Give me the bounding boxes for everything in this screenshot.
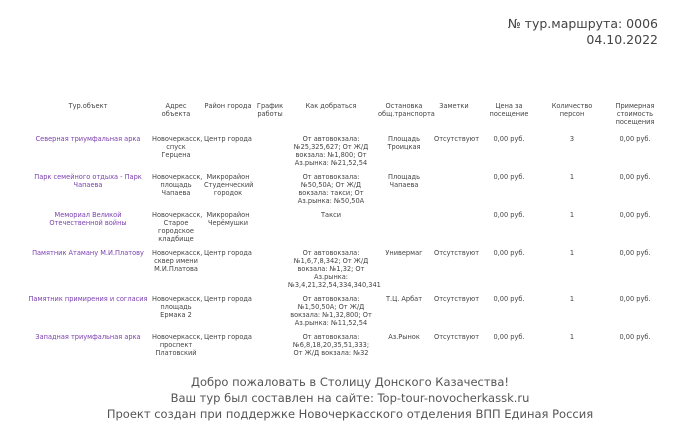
route-date: 04.10.2022 <box>586 32 658 47</box>
column-header: Примерная стоимость посещения <box>615 102 655 126</box>
directions-cell: От автовокзала: №1,50,50А; От Ж/Д вокзала: №1,32,800; От Аз.рынка: №11,52,54 <box>290 295 372 327</box>
column-header: Район города <box>204 102 252 110</box>
directions-cell: От автовокзала: №1,6,7,8,342; От Ж/Д вокзала: №1,32; От Аз.рынка: №3,4,21,32,54,334,340,341 <box>288 249 381 289</box>
object-link[interactable]: Памятник примирения и согласия <box>28 295 148 303</box>
address-cell: Новочеркасск, проспект Платовский <box>152 333 203 357</box>
route-header <box>508 16 658 48</box>
notes-cell: Отсутствуют <box>434 295 480 303</box>
district-cell: Микрорайон Студенческий городок <box>204 173 254 197</box>
column-header: Остановка общ.транспорта <box>378 102 435 118</box>
notes-cell: Отсутствуют <box>434 249 480 257</box>
column-header: Адрес объекта <box>161 102 191 118</box>
cost-cell: 0,00 руб. <box>619 249 651 257</box>
table-row <box>26 330 668 362</box>
stop-cell: Универмаг <box>385 249 423 257</box>
route-number: № тур.маршрута: 0006 <box>507 16 658 31</box>
price-cell: 0,00 руб. <box>493 249 525 257</box>
district-cell: Микрорайон Черёмушки <box>206 211 250 227</box>
column-header: Количество персон <box>551 102 593 118</box>
address-cell: Новочеркасск, Старое городское кладбище <box>152 211 203 243</box>
notes-cell: Отсутствуют <box>434 333 480 341</box>
notes-cell: Отсутствуют <box>434 135 480 143</box>
directions-cell: От автовокзала: №6,8,18,20,35,51,333; От Ж/Д вокзала: №32 <box>292 333 370 357</box>
column-header: Цена за посещение <box>489 102 529 118</box>
persons-cell: 1 <box>569 333 575 341</box>
welcome-text: Добро пожаловать в Столицу Донского Казачества! <box>191 375 509 389</box>
object-link[interactable]: Западная триумфальная арка <box>35 333 141 341</box>
table-row <box>26 292 668 330</box>
directions-cell: От автовокзала: №25,325,627; От Ж/Д вокзала: №1,800; От Аз.рынка: №21,52,54 <box>293 135 369 167</box>
notes-cell <box>432 208 476 246</box>
schedule-cell <box>254 330 286 362</box>
object-link[interactable]: Северная триумфальная арка <box>35 135 141 143</box>
stop-cell: Площадь Чапаева <box>388 173 420 189</box>
table-row <box>26 246 668 292</box>
address-cell: Новочеркасск, спуск Герцена <box>152 135 203 159</box>
route-table <box>26 102 668 362</box>
persons-cell: 1 <box>569 295 575 303</box>
persons-cell: 1 <box>569 211 575 219</box>
column-header: Тур.объект <box>68 102 108 110</box>
price-cell: 0,00 руб. <box>493 295 525 303</box>
schedule-cell <box>254 292 286 330</box>
cost-cell: 0,00 руб. <box>619 173 651 181</box>
district-cell: Центр города <box>204 295 252 303</box>
footer <box>0 374 700 422</box>
site-credit-text: Ваш тур был составлен на сайте: Top-tour-novocherkassk.ru <box>170 391 530 405</box>
table-header-row <box>26 102 668 132</box>
stop-cell: Аз.Рынок <box>388 333 420 341</box>
schedule-cell <box>254 208 286 246</box>
schedule-cell <box>254 132 286 170</box>
district-cell: Центр города <box>204 135 252 143</box>
address-cell: Новочеркасск, сквер имени М.И.Платова <box>152 249 203 273</box>
object-link[interactable]: Памятник Атаману М.И.Платову <box>32 249 144 257</box>
price-cell: 0,00 руб. <box>493 211 525 219</box>
directions-cell: От автовокзала: №50,50А; От Ж/Д вокзала: такси; От Аз.рынка: №50,50А <box>297 173 365 205</box>
stop-cell: Т.Ц. Арбат <box>385 295 423 303</box>
table-row <box>26 132 668 170</box>
notes-cell <box>432 170 476 208</box>
price-cell: 0,00 руб. <box>493 173 525 181</box>
cost-cell: 0,00 руб. <box>619 333 651 341</box>
address-cell: Новочеркасск, площадь Ермака 2 <box>152 295 203 319</box>
cost-cell: 0,00 руб. <box>619 135 651 143</box>
schedule-cell <box>254 170 286 208</box>
persons-cell: 1 <box>569 173 575 181</box>
column-header: Как добраться <box>305 102 357 110</box>
schedule-cell <box>254 246 286 292</box>
cost-cell: 0,00 руб. <box>619 295 651 303</box>
directions-cell: Такси <box>321 211 341 219</box>
persons-cell: 3 <box>569 135 575 143</box>
table-row <box>26 170 668 208</box>
cost-cell: 0,00 руб. <box>619 211 651 219</box>
table-row <box>26 208 668 246</box>
stop-cell: Площадь Троицкая <box>387 135 421 151</box>
address-cell: Новочеркасск, площадь Чапаева <box>152 173 203 197</box>
price-cell: 0,00 руб. <box>493 333 525 341</box>
column-header: Заметки <box>439 102 469 110</box>
price-cell: 0,00 руб. <box>493 135 525 143</box>
object-link[interactable]: Мемориал Великой Отечественной войны <box>49 211 127 227</box>
persons-cell: 1 <box>569 249 575 257</box>
district-cell: Центр города <box>204 333 252 341</box>
district-cell: Центр города <box>204 249 252 257</box>
column-header: График работы <box>256 102 284 118</box>
stop-cell <box>376 208 432 246</box>
sponsor-text: Проект создан при поддержке Новочеркасского отделения ВПП Единая Россия <box>106 407 594 421</box>
object-link[interactable]: Парк семейного отдыха - Парк Чапаева <box>34 173 142 189</box>
